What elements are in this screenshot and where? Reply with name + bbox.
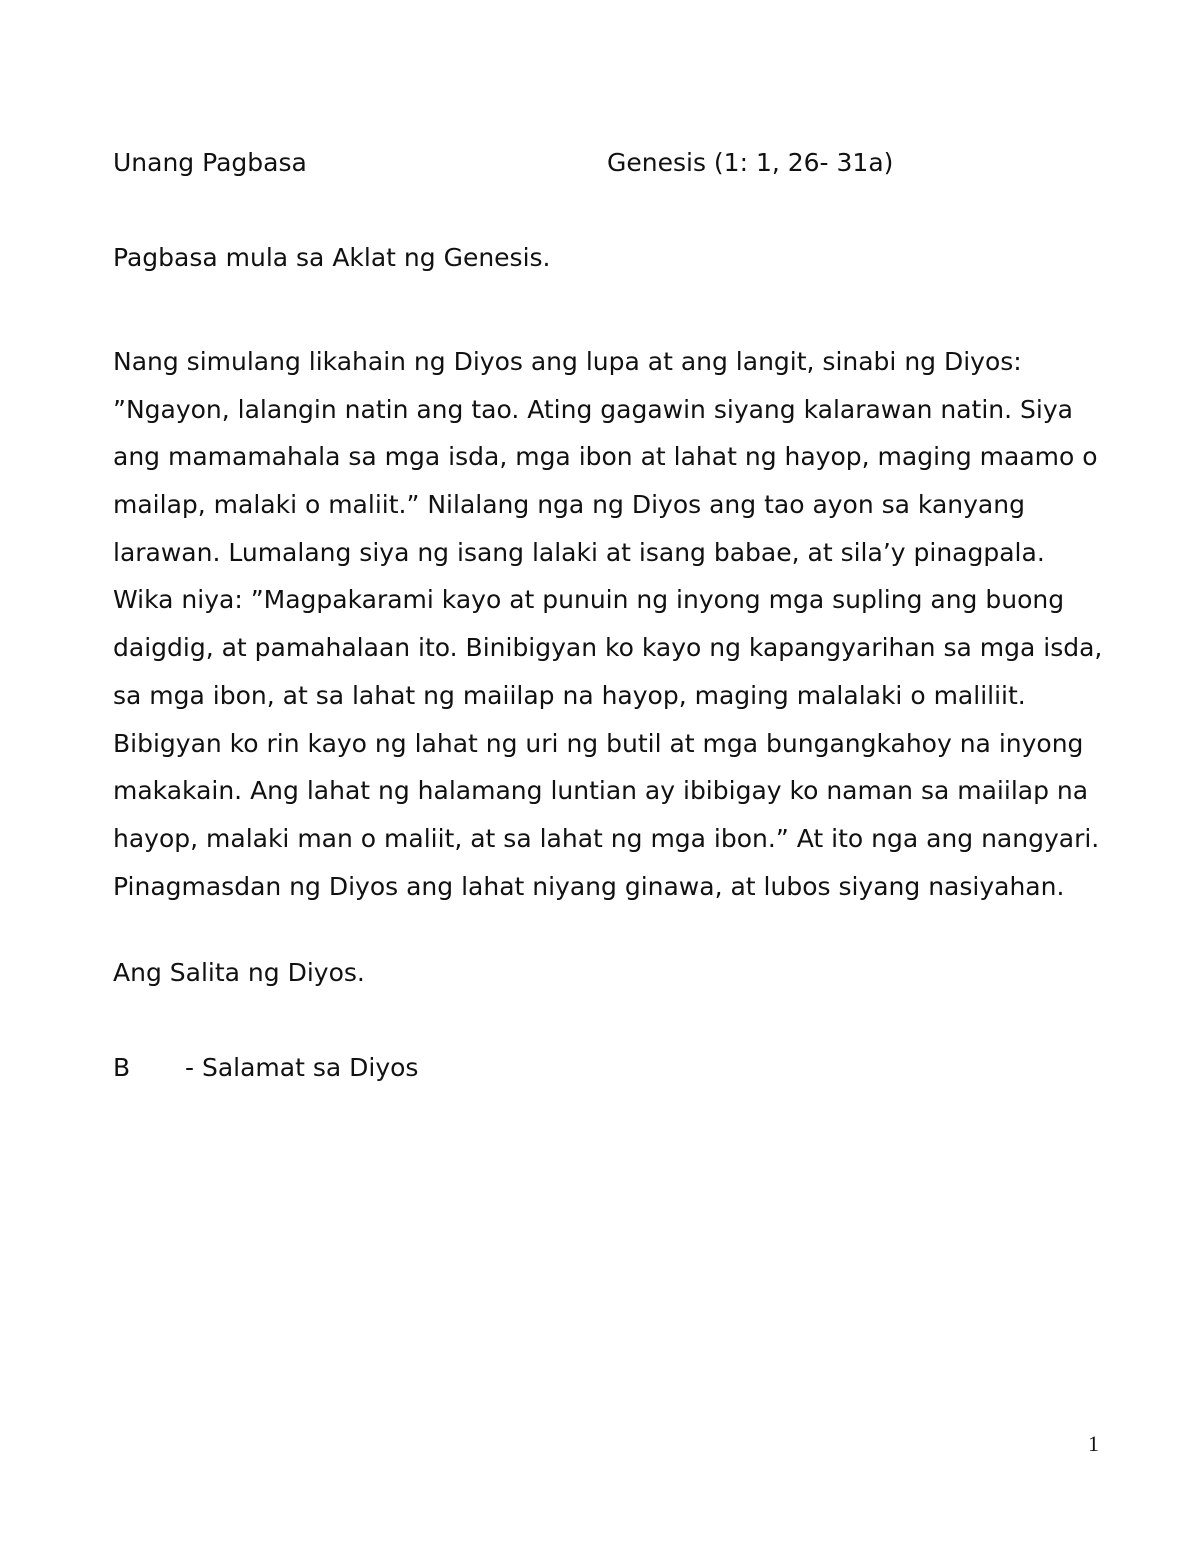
body-line: makakain. Ang lahat ng halamang luntian ay ibibigay ko naman sa maiilap na bbox=[113, 776, 1089, 806]
closing-acclamation: Ang Salita ng Diyos. bbox=[113, 958, 365, 987]
body-line: mailap, malaki o maliit.” Nilalang nga ng Diyos ang tao ayon sa kanyang bbox=[113, 490, 1025, 520]
reading-intro: Pagbasa mula sa Aklat ng Genesis. bbox=[113, 243, 551, 272]
body-line: sa mga ibon, at sa lahat ng maiilap na hayop, maging malalaki o maliliit. bbox=[113, 680, 1026, 710]
body-line: Wika niya: ”Magpakarami kayo at punuin ng inyong mga supling ang buong bbox=[113, 585, 1065, 615]
reading-body bbox=[113, 338, 1102, 910]
body-line: Pinagmasdan ng Diyos ang lahat niyang ginawa, at lubos siyang nasiyahan. bbox=[113, 871, 1065, 901]
body-line: ”Ngayon, lalangin natin ang tao. Ating gagawin siyang kalarawan natin. Siya bbox=[113, 394, 1073, 424]
response-speaker: B bbox=[113, 1053, 131, 1082]
response-text: - Salamat sa Diyos bbox=[185, 1053, 419, 1082]
body-line: larawan. Lumalang siya ng isang lalaki at isang babae, at sila’y pinagpala. bbox=[113, 537, 1045, 567]
scripture-citation: Genesis (1: 1, 26- 31a) bbox=[607, 148, 894, 177]
body-line: ang mamamahala sa mga isda, mga ibon at lahat ng hayop, maging maamo o bbox=[113, 442, 1098, 472]
page-number: 1 bbox=[1088, 1431, 1099, 1456]
body-line: hayop, malaki man o maliit, at sa lahat ng mga ibon.” At ito nga ang nangyari. bbox=[113, 823, 1100, 853]
reading-label: Unang Pagbasa bbox=[113, 148, 307, 177]
body-line: Nang simulang likahain ng Diyos ang lupa at ang langit, sinabi ng Diyos: bbox=[113, 347, 1022, 376]
body-line: daigdig, at pamahalaan ito. Binibigyan ko kayo ng kapangyarihan sa mga isda, bbox=[113, 633, 1103, 663]
body-line: Bibigyan ko rin kayo ng lahat ng uri ng butil at mga bungangkahoy na inyong bbox=[113, 728, 1084, 758]
